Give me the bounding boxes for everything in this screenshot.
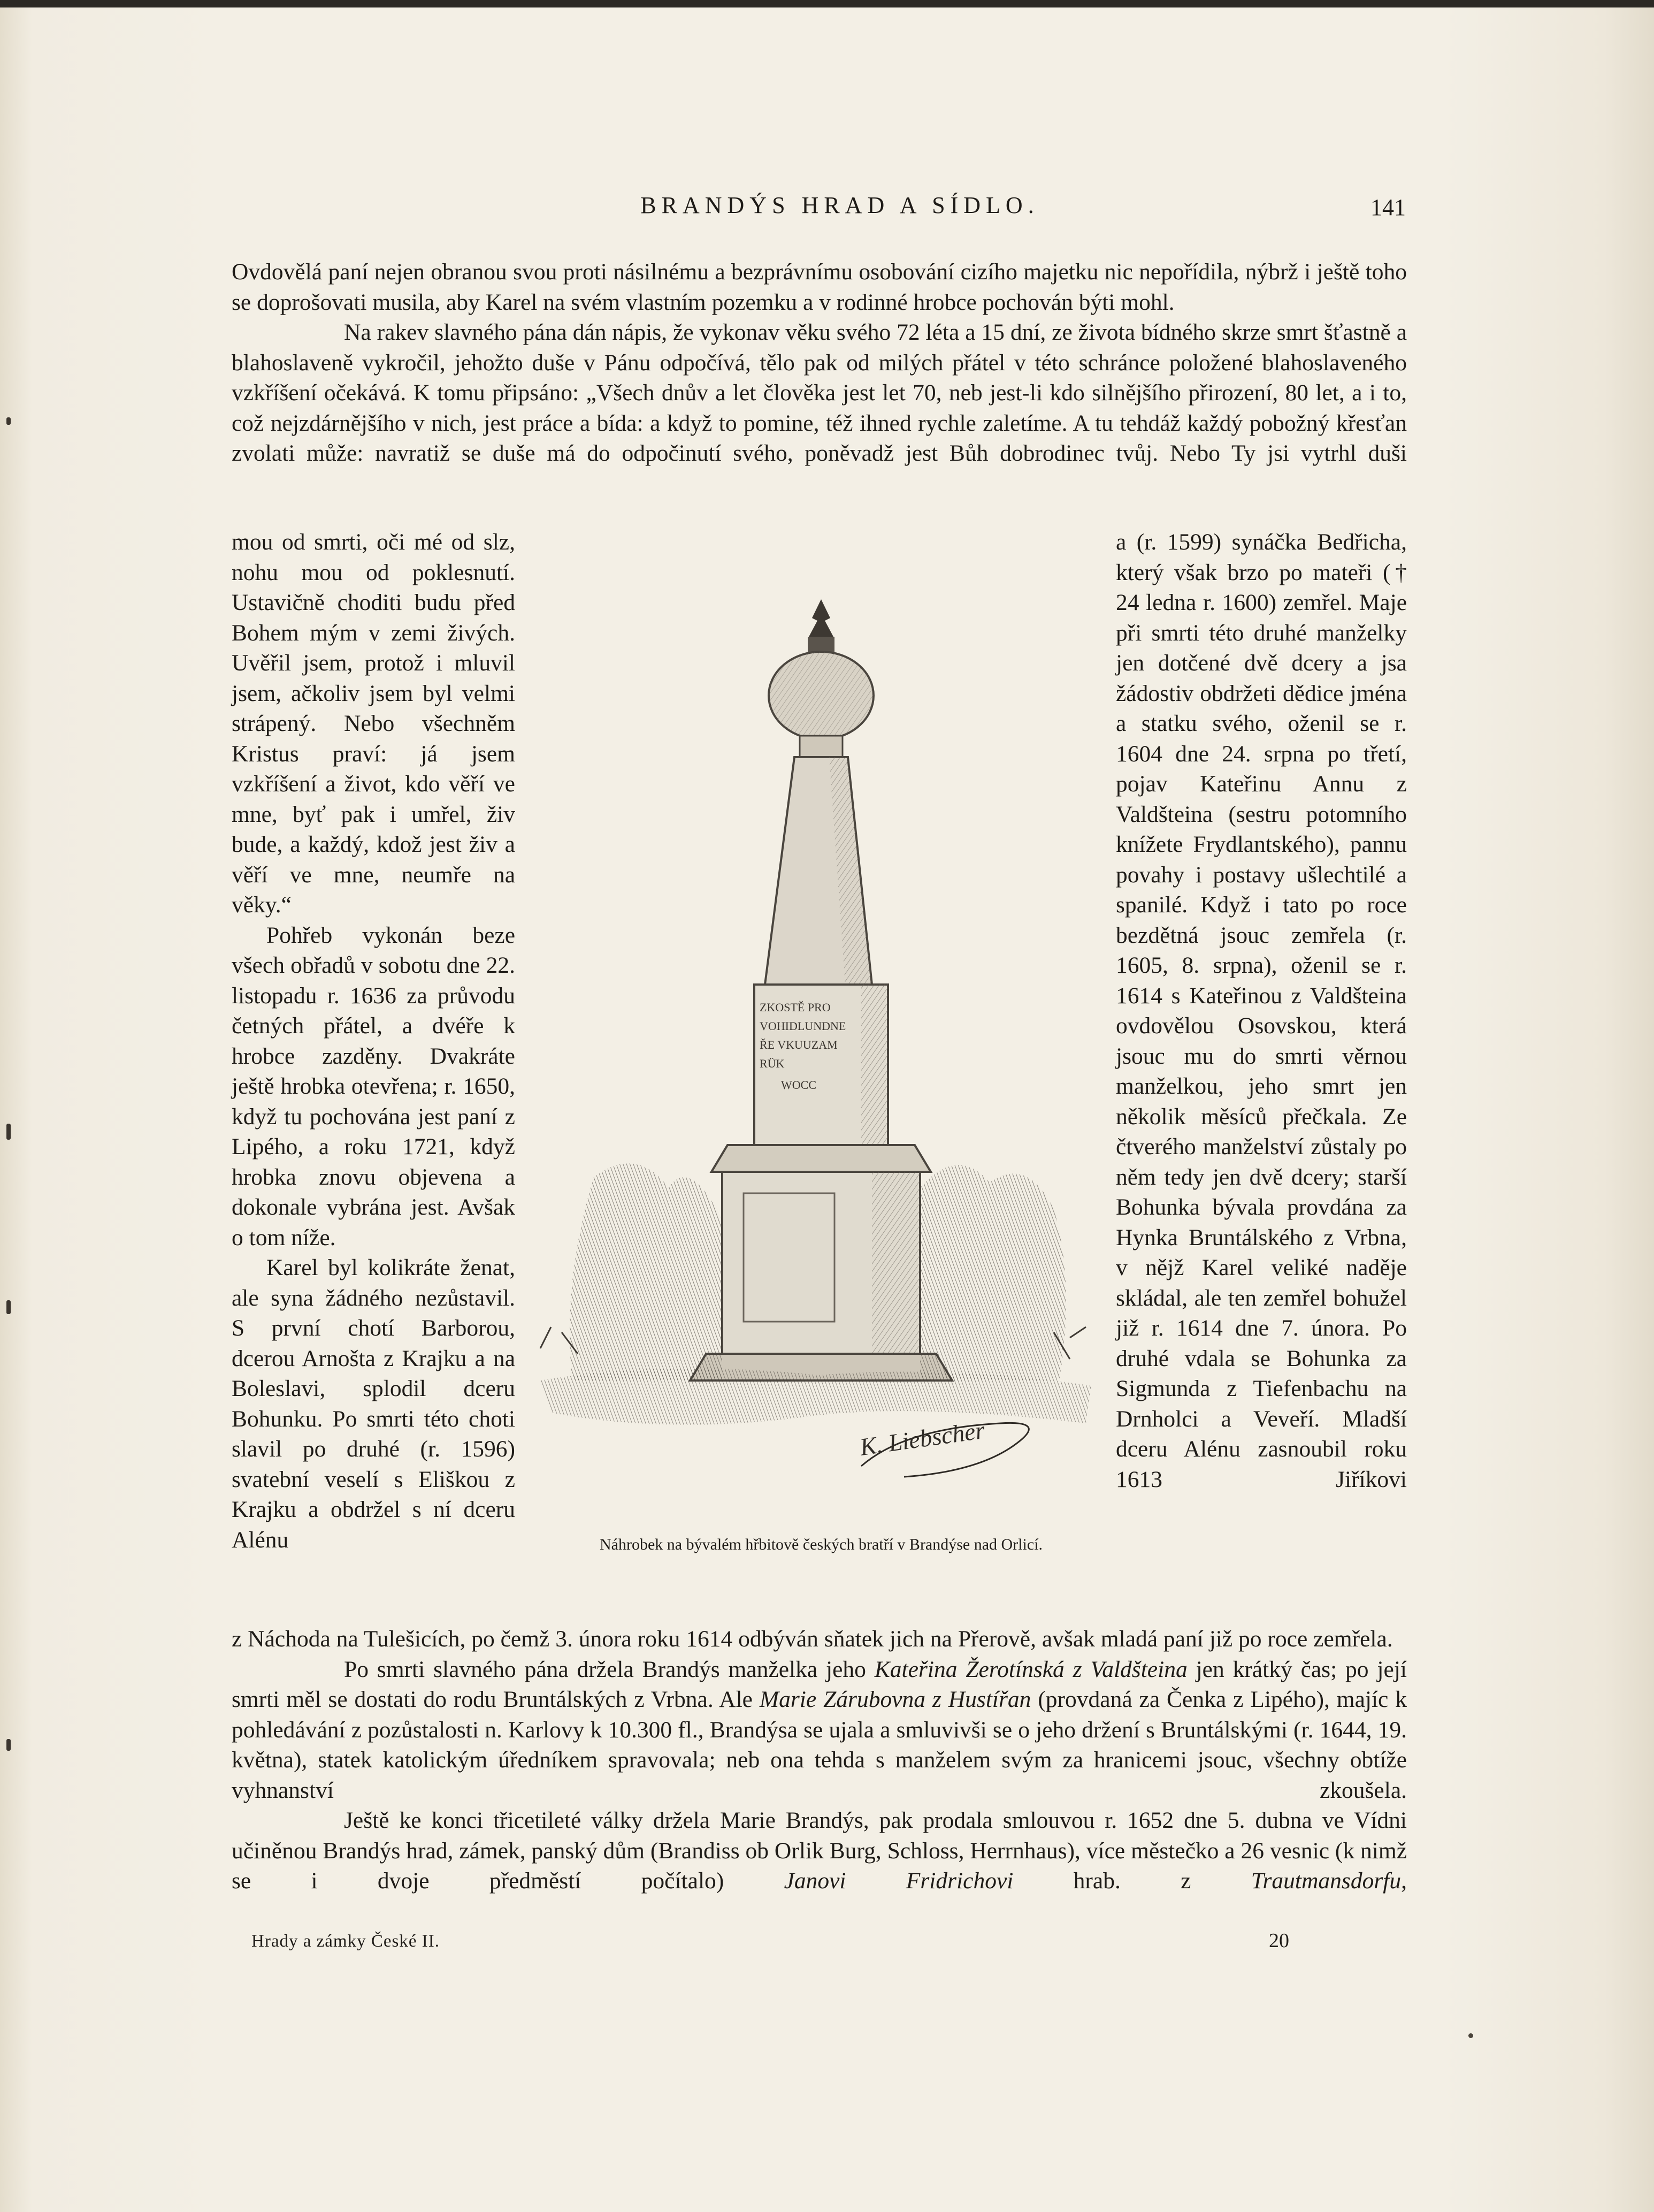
scan-top-edge: [0, 0, 1654, 7]
paragraph: Ovdovělá paní nejen obranou svou proti násilnému a bezprávnímu osobování cizího majetku nic nepořídila, nýbrž i ještě toho se doprošovati musila, aby Karel na svém vlastním pozemku a v rodinné hrobce pochován býti mohl.: [232, 259, 1407, 315]
gravestone-engraving: [530, 589, 1102, 1509]
text-block-top: [232, 257, 1407, 469]
paragraph: Karel byl kolikráte ženat, ale syna žádného nezůstavil. S první chotí Barborou, dcerou Arnošta z Krajku a na Boleslavi, splodil dceru Bohunku. Po smrti této choti slavil po druhé (r. 1596) svatební veselí s Eliškou z Krajku a obdržel s ní dceru Alénu: [232, 1255, 515, 1553]
place-name: Trautmansdorfu: [1251, 1868, 1402, 1894]
left-column: [232, 527, 515, 1555]
paragraph: a (r. 1599) synáčka Bedřicha, který však brzo po mateři († 24 ledna r. 1600) zemřel. Maje při smrti této druhé manželky jen dotčené dvě dcery a jsa žádostiv obdržeti dědice jména a statku svého, oženil se r. 1604 dne 24. srpna po třetí, pojav Kateřinu Annu z Valdšteina (sestru potomního knížete Frydlantského), pannu povahy i postavy ušlechtilé a spanilé. Když i tato po roce bezdětná jsouc zemřela (r. 1605, 8. srpna), oženil se r. 1614 s Kateřinou z Valdšteina ovdovělou Osovskou, která jsouc mu do smrti věrnou manželkou, jeho smrt jen několik měsíců přečkala. Ze čtverého manželství zůstaly po něm tedy jen dvě dcery; starší Bohunka bývala provdána za Hynka Bruntálského z Vrbna, v nějž Karel veliké naděje skládal, ale ten zemřel bohužel již r. 1614 dne 7. února. Po druhé vdala se Bohunka za Sigmunda z Tiefenbachu na Drnholci a Veveří. Mladší dceru Alénu zasnoubil roku 1613 Jiříkovi: [1116, 529, 1407, 1492]
signature-mark: 20: [1269, 1929, 1289, 1952]
book-title-footer: Hrady a zámky České II.: [251, 1932, 440, 1951]
person-name: Marie Zárubovna z Hustířan: [759, 1687, 1031, 1712]
inscription-line: RÜK: [760, 1057, 785, 1070]
right-column: [1116, 527, 1407, 1494]
figure-caption: Náhrobek na bývalém hřbitově českých bratří v Brandýse nad Orlicí.: [599, 1536, 1043, 1553]
paragraph-text: (provdaná za Čenka z Lipého), majíc k pohledávání z pozůstalosti n. Karlovy k 10.300 fl., Brandýsa se ujala a smluvivši se o jeho držení s Bruntálskými (r. 1644, 19. května), statek katolickým úředníkem spravovala; neb ona tehda s manželem svým za hranicemi jsouc, všechny obtíže vyhnanství zkoušela.: [232, 1687, 1407, 1803]
paragraph: [232, 1654, 1407, 1806]
paragraph: mou od smrti, oči mé od slz, nohu mou od poklesnutí. Ustavičně choditi budu před Bohem mým v zemi živých. Uvěřil jsem, protož i mluvil jsem, ačkoliv jsem byl velmi strápený. Nebo všechněm Kristus praví: já jsem vzkříšení a život, kdo věří ve mne, byť pak i umřel, živ bude, a každý, kdož jest živ a věří ve mne, neumře na věky.“: [232, 529, 515, 918]
person-name: Janovi Fridrichovi: [784, 1868, 1014, 1894]
paragraph-text: ,: [1401, 1868, 1407, 1894]
paragraph: Na rakev slavného pána dán nápis, že vykonav věku svého 72 léta a 15 dní, ze života bídného skrze smrt šťastně a blahoslaveně vykročil, jehožto duše v Pánu odpočívá, tělo pak od milých přátel v této schránce položené blahoslaveného vzkříšení očekává. K tomu připsáno: „Všech dnův a let člověka jest let 70, neb jest-li kdo silnějšího přirození, 80 let, a i to, což nejzdárnějšího v nich, jest práce a bída: a když to pomine, též ihned rychle zaletíme. A tu tehdáž každý pobožný křesťan zvolati může: navratiž se duše má do odpočinutí svého, poněvadž jest Bůh dobrodinec tvůj. Nebo Ty jsi vytrhl duši: [232, 319, 1407, 466]
paragraph: z Náchoda na Tulešicích, po čemž 3. února roku 1614 odbýván sňatek jich na Přerově, avšak mladá paní již po roce zemřela.: [232, 1626, 1393, 1652]
paragraph: [232, 1805, 1407, 1896]
person-name: Kateřina Žerotínská z Valdšteina: [874, 1656, 1188, 1682]
paragraph: Pohřeb vykonán beze všech obřadů v sobotu dne 22. listopadu r. 1636 za průvodu četných přátel, a dvéře k hrobce zazděny. Dvakráte ještě hrobka otevřena; r. 1650, když tu pochována jest paní z Lipého, a roku 1721, když hrobka znovu objevena a dokonale vybrána jest. Avšak o tom níže.: [232, 922, 515, 1250]
scan-speck: [1468, 2033, 1473, 2038]
inscription-line: ZKOSTĚ PRO: [760, 1001, 831, 1014]
gutter-mark: [6, 417, 11, 425]
inscription-line: VOHIDLUNDNE: [760, 1019, 846, 1033]
paragraph-text: Po smrti slavného pána držela Brandýs manželka jeho: [344, 1656, 875, 1682]
illustration-gravestone: [530, 589, 1102, 1509]
gutter-mark: [6, 1300, 11, 1314]
running-title: BRANDÝS HRAD A SÍDLO.: [640, 192, 1039, 218]
inscription-line: ŘE VKUUZAM: [760, 1038, 838, 1051]
paragraph-text: hrab. z: [1013, 1868, 1251, 1894]
text-block-bottom: [232, 1624, 1407, 1896]
artist-signature: K. Liebscher: [858, 1416, 987, 1461]
paragraph-text: jen krátký čas; po její smrti měl se dostati do rodu Bruntálských z Vrbna. Ale: [232, 1656, 1407, 1712]
paragraph-text: Ještě ke konci třicetileté války držela Marie Brandýs, pak prodala smlouvou r. 1652 dne 5. dubna ve Vídni učiněnou Brandýs hrad, zámek, panský dům (Brandiss ob Orlik Burg, Schloss, Herrnhaus), více městečko a 26 vesnic (k nimž se i dvoje předměstí počítalo): [232, 1807, 1407, 1894]
inscription-line: WOCC: [781, 1078, 816, 1092]
gutter-mark: [6, 1739, 11, 1751]
page-number: 141: [1370, 194, 1406, 220]
gutter-mark: [6, 1124, 11, 1140]
